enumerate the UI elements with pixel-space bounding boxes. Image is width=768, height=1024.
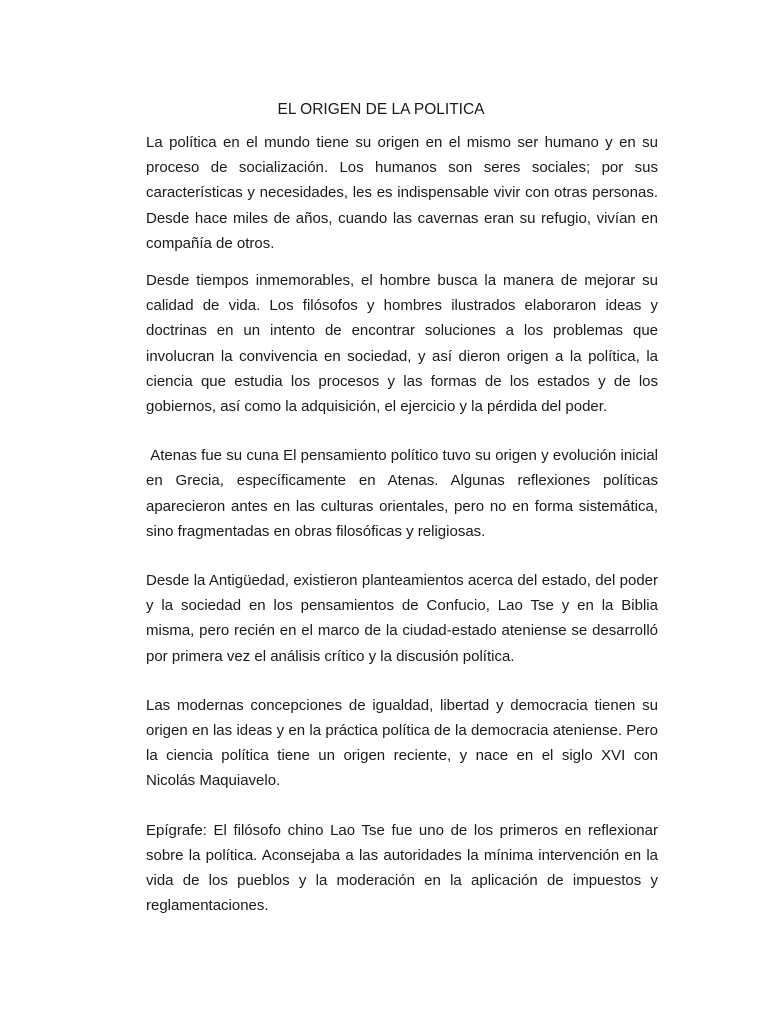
paragraph-4: Desde la Antigüedad, existieron planteamientos acerca del estado, del poder y la sociedad en los pensamientos de Confucio, Lao Tse y en la Biblia misma, pero recién en el marco de la ciudad-estado ateniense se desarrolló por primera vez el análisis crítico y la discusión política.: [146, 572, 658, 665]
paragraph-1: La política en el mundo tiene su origen en el mismo ser humano y en su proceso de socialización. Los humanos son seres sociales; por sus características y necesidades, les es indispensable vivir con otras personas. Desde hace miles de años, cuando las cavernas eran su refugio, vivían en compañía de otros.: [146, 134, 658, 252]
paragraph-2: Desde tiempos inmemorables, el hombre busca la manera de mejorar su calidad de vida. Los filósofos y hombres ilustrados elaboraron ideas y doctrinas en un intento de encontrar soluciones a los problemas que involucran la convivencia en sociedad, y así dieron origen a la política, la ciencia que estudia los procesos y las formas de los estados y de los gobiernos, así como la adquisición, el ejercicio y la pérdida del poder.: [146, 272, 658, 416]
document-body: [146, 130, 667, 918]
document-title: EL ORIGEN DE LA POLITICA: [277, 101, 485, 118]
paragraph-5: Las modernas concepciones de igualdad, libertad y democracia tienen su origen en las ideas y en la práctica política de la democracia ateniense. Pero la ciencia política tiene un origen reciente, y nace en el siglo XVI con Nicolás Maquiavelo.: [146, 696, 667, 790]
paragraph-6: Epígrafe: El filósofo chino Lao Tse fue uno de los primeros en reflexionar sobre la política. Aconsejaba a las autoridades la mínima intervención en la vida de los pueblos y la moderación en la aplicación de impuestos y reglamentaciones.: [146, 821, 658, 915]
paragraph-3: Atenas fue su cuna El pensamiento político tuvo su origen y evolución inicial en Grecia, específicamente en Atenas. Algunas reflexiones políticas aparecieron antes en las culturas orientales, pero no en forma sistemática, sino fragmentadas en obras filosóficas y religiosas.: [146, 447, 663, 540]
